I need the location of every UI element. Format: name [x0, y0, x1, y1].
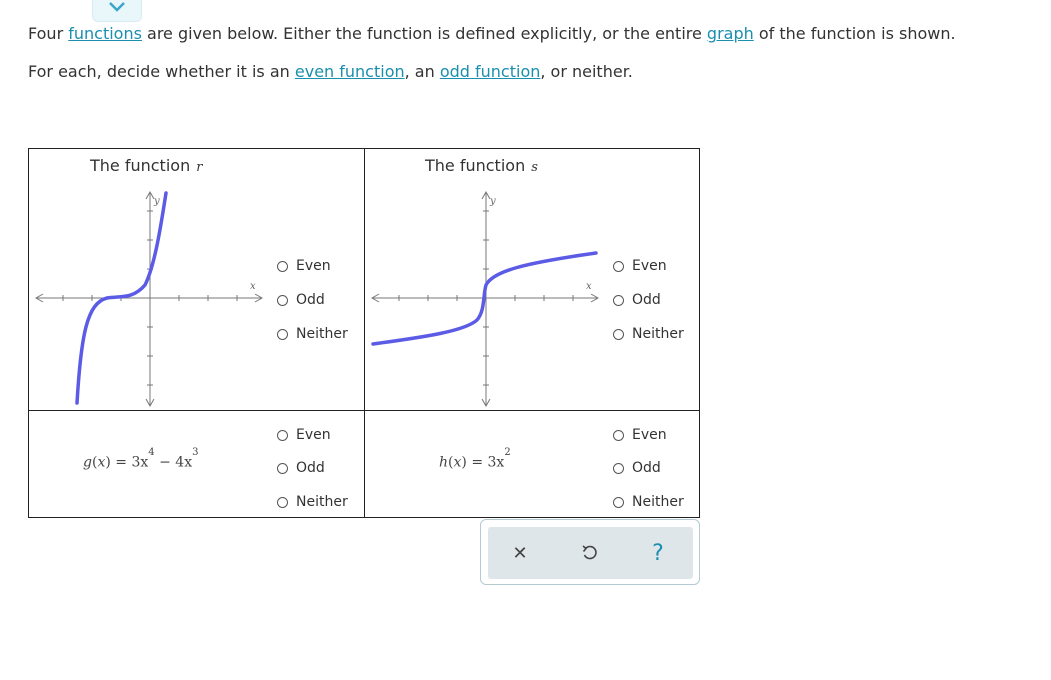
radio-button[interactable]: [613, 329, 624, 340]
expand-tab[interactable]: [92, 0, 142, 22]
option-label: Even: [296, 258, 331, 274]
option-label: Even: [296, 427, 331, 443]
option-even-g[interactable]: [277, 427, 331, 443]
radio-button[interactable]: [277, 329, 288, 340]
equals-sign: =: [471, 454, 484, 471]
radio-button[interactable]: [277, 430, 288, 441]
option-even-r[interactable]: [277, 258, 331, 274]
intro-text: are given below. Either the function is defined explicitly, or the entire: [141, 24, 707, 43]
intro-text: For each, decide whether it is an: [28, 62, 295, 81]
y-axis-label: y: [154, 196, 160, 207]
radio-button[interactable]: [613, 430, 624, 441]
even-function-link[interactable]: even function: [294, 62, 405, 81]
graph-s: [365, 185, 605, 410]
cell-title-r: [90, 156, 202, 175]
operator: −: [159, 454, 171, 471]
option-label: Even: [632, 427, 667, 443]
intro-text: of the function is shown.: [753, 24, 956, 43]
radio-button[interactable]: [277, 497, 288, 508]
option-odd-g[interactable]: [277, 460, 325, 476]
exponent: 4: [148, 447, 155, 458]
help-icon: ?: [652, 540, 664, 566]
radio-button[interactable]: [613, 497, 624, 508]
x-axis-label: x: [250, 281, 256, 292]
cell-title-text: The function: [425, 156, 526, 175]
y-axis-label: y: [490, 196, 496, 207]
question-grid: [28, 148, 700, 518]
formula-h: $h(x) = 3x^2$: [439, 447, 511, 471]
option-neither-g[interactable]: [277, 494, 348, 510]
answer-toolbar: [480, 519, 700, 585]
option-neither-s[interactable]: [613, 326, 684, 342]
radio-button[interactable]: [277, 463, 288, 474]
undo-icon: [580, 543, 600, 563]
term: 3x: [487, 454, 505, 471]
close-icon: ✕: [512, 542, 528, 564]
option-label: Neither: [296, 494, 348, 510]
function-name: g: [83, 454, 92, 471]
option-label: Neither: [632, 494, 684, 510]
variable: x: [97, 454, 106, 471]
help-button[interactable]: [645, 540, 671, 566]
option-label: Odd: [296, 292, 325, 308]
option-neither-r[interactable]: [277, 326, 348, 342]
radio-button[interactable]: [613, 261, 624, 272]
option-label: Neither: [632, 326, 684, 342]
option-label: Odd: [296, 460, 325, 476]
exponent: 2: [504, 447, 511, 458]
radio-button[interactable]: [613, 295, 624, 306]
option-neither-h[interactable]: [613, 494, 684, 510]
term: 3x: [131, 454, 149, 471]
option-label: Odd: [632, 460, 661, 476]
radio-button[interactable]: [277, 261, 288, 272]
intro-text: Four: [28, 24, 69, 43]
intro-line-1: [28, 24, 956, 43]
cell-title-s: [425, 156, 538, 175]
radio-button[interactable]: [613, 463, 624, 474]
divider: [29, 410, 699, 411]
clear-button[interactable]: [507, 540, 533, 566]
option-odd-r[interactable]: [277, 292, 325, 308]
function-name: h: [439, 454, 449, 471]
term: 4x: [175, 454, 193, 471]
exponent: 3: [192, 447, 199, 458]
function-name: s: [531, 160, 538, 175]
odd-function-link[interactable]: odd function: [439, 62, 541, 81]
radio-button[interactable]: [277, 295, 288, 306]
intro-line-2: [28, 62, 633, 81]
chevron-down-icon: [108, 2, 126, 12]
equals-sign: =: [115, 454, 127, 471]
undo-button[interactable]: [577, 540, 603, 566]
graph-link[interactable]: graph: [706, 24, 754, 43]
option-label: Even: [632, 258, 667, 274]
option-odd-h[interactable]: [613, 460, 661, 476]
variable: x: [453, 454, 462, 471]
option-label: Neither: [296, 326, 348, 342]
intro-text: , an: [404, 62, 440, 81]
option-odd-s[interactable]: [613, 292, 661, 308]
x-axis-label: x: [586, 281, 592, 292]
intro-text: , or neither.: [540, 62, 633, 81]
option-label: Odd: [632, 292, 661, 308]
toolbar-bar: [488, 527, 693, 579]
option-even-h[interactable]: [613, 427, 667, 443]
cell-title-text: The function: [90, 156, 191, 175]
option-even-s[interactable]: [613, 258, 667, 274]
function-name: r: [196, 160, 203, 175]
graph-r: [29, 185, 269, 410]
functions-link[interactable]: functions: [68, 24, 142, 43]
formula-g: $g(x) = 3x^4 - 4x^3$: [83, 447, 199, 471]
